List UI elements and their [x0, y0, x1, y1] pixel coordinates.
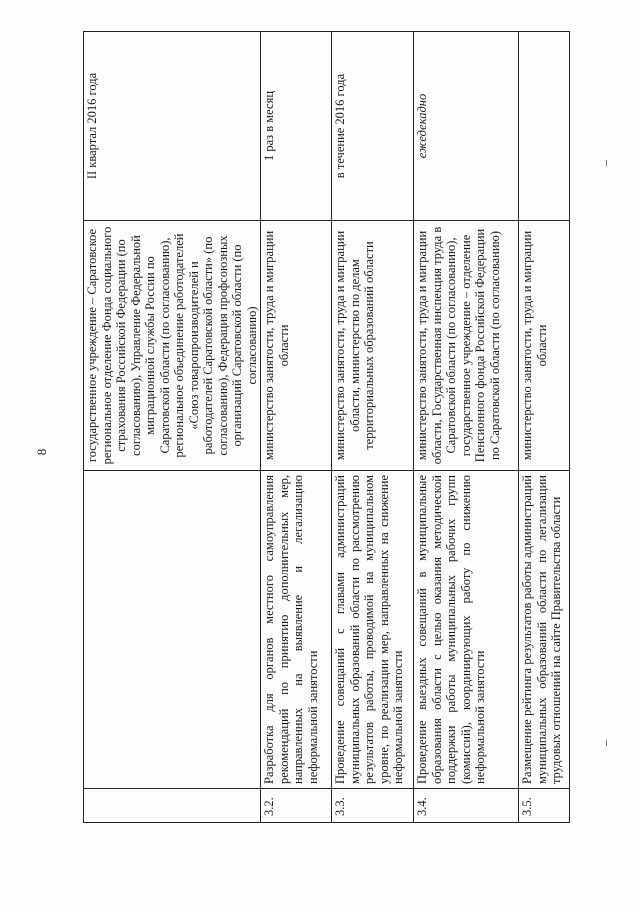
deadline-cell — [519, 32, 570, 221]
executor-cell: министерство занятости, труда и миграции области, Государственная инспекция труда в Саратовской области (по согласованию), государственное учреждение – отделение Пенсионного фонда Российской Федерации по Саратовской области (по согласованию) — [414, 221, 519, 471]
deadline-cell: 1 раз в месяц — [261, 32, 332, 221]
executor-cell: министерство занятости, труда и миграции области, министерство по делам территориальных образований области — [332, 221, 414, 471]
deadline-cell: в течение 2016 года — [332, 32, 414, 221]
executor-cell: министерство занятости, труда и миграции области — [261, 221, 332, 471]
measure-cell: Проведение выездных совещаний в муниципальные образования области с целью оказания методической поддержки работы муниципальных рабочих групп (комиссий), координирующих работу по снижению неформальной занятости — [414, 471, 519, 789]
measure-cell: Размещение рейтинга результатов работы администраций муниципальных образований области по легализации трудовых отношений на сайте Правительства области — [519, 471, 570, 789]
item-number-cell: 3.2. — [261, 789, 332, 823]
measure-cell: Разработка для органов местного самоуправления рекомендаций по принятию дополнительных мер, направленных на выявление и легализацию неформальной занятости — [261, 471, 332, 789]
item-number-cell: 3.4. — [414, 789, 519, 823]
deadline-cell: II квартал 2016 года — [84, 32, 261, 221]
table-row — [261, 32, 332, 823]
page-number: 8 — [34, 448, 49, 456]
deadline-cell: ежедекадно — [414, 32, 519, 221]
table-row — [414, 32, 519, 823]
table-row — [332, 32, 414, 823]
measure-cell: Проведение совещаний с главами администраций муниципальных образований области по рассмотрению результатов работы, проводимой на муниципальном уровне, по реализации мер, направленных на снижение неформальной занятости — [332, 471, 414, 789]
table-row — [519, 32, 570, 823]
item-number-cell: 3.3. — [332, 789, 414, 823]
executor-cell: государственное учреждение – Саратовское региональное отделение Фонда социального страхования Российской Федерации (по согласованию), Управление Федеральной миграционной службы России по Саратовской области (по согласованию), региональное объединение работодателей «Союз товаропроизводителей и работодателей Саратовской области» (по согласованию), Федерация профсоюзных организаций Саратовской области (по согласованию) — [84, 221, 261, 471]
item-number-cell: 3.5. — [519, 789, 570, 823]
table-row — [84, 32, 261, 823]
measure-cell — [84, 471, 261, 789]
item-number-cell — [84, 789, 261, 823]
executor-cell: министерство занятости, труда и миграции области — [519, 221, 570, 471]
measures-table — [83, 31, 570, 823]
